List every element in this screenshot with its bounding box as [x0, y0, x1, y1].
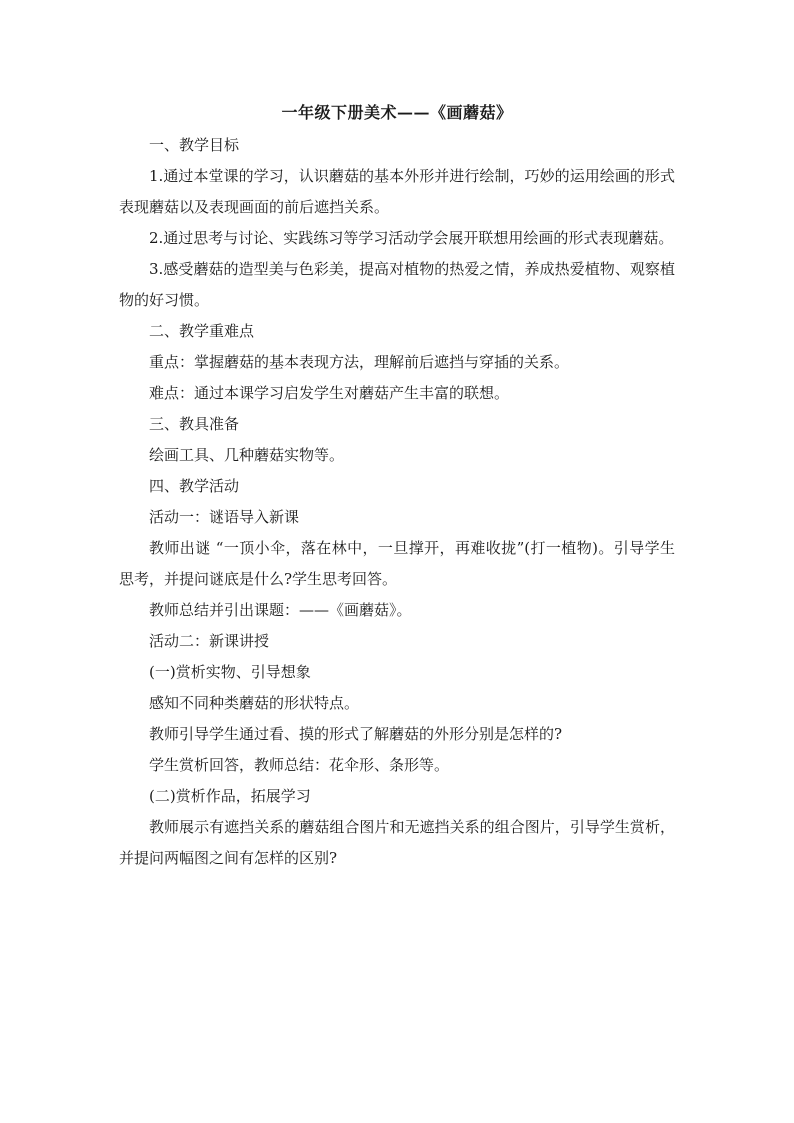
difficult-point: 难点：通过本课学习启发学生对蘑菇产生丰富的联想。 — [149, 384, 510, 402]
activity-2-heading: 活动二：新课讲授 — [149, 632, 270, 650]
subsection-2-heading: (二)赏析作品，拓展学习 — [149, 787, 311, 805]
subsection-1-text-b: 教师引导学生通过看、摸的形式了解蘑菇的外形分别是怎样的? — [149, 725, 563, 743]
goal-1: 1.通过本堂课的学习，认识蘑菇的基本外形并进行绘制，巧妙的运用绘画的形式表现蘑菇以及表现画面的前后遮挡关系。 — [119, 167, 675, 216]
heading-key-points: 二、教学重难点 — [149, 322, 255, 340]
activity-1-heading: 活动一：谜语导入新课 — [149, 508, 300, 526]
heading-activities: 四、教学活动 — [149, 477, 240, 495]
activity-1-summary: 教师总结并引出课题：——《画蘑菇》。 — [149, 601, 412, 619]
subsection-2-text: 教师展示有遮挡关系的蘑菇组合图片和无遮挡关系的组合图片，引导学生赏析，并提问两幅图之间有怎样的区别? — [119, 818, 675, 867]
heading-teaching-goals: 一、教学目标 — [149, 136, 240, 154]
subsection-1-text-c: 学生赏析回答，教师总结：花伞形、条形等。 — [149, 756, 450, 774]
activity-1-riddle: 教师出谜 “一顶小伞，落在林中，一旦撑开，再难收拢”(打一植物)。引导学生思考，并提问谜底是什么?学生思考回答。 — [119, 539, 675, 588]
key-point: 重点：掌握蘑菇的基本表现方法，理解前后遮挡与穿插的关系。 — [149, 353, 570, 371]
goal-3: 3.感受蘑菇的造型美与色彩美，提高对植物的热爱之情，养成热爱植物、观察植物的好习惯。 — [119, 260, 675, 309]
goal-2: 2.通过思考与讨论、实践练习等学习活动学会展开联想用绘画的形式表现蘑菇。 — [149, 229, 674, 247]
heading-materials: 三、教具准备 — [149, 415, 240, 433]
subsection-1-heading: (一)赏析实物、引导想象 — [149, 663, 311, 681]
subsection-1-text-a: 感知不同种类蘑菇的形状特点。 — [149, 694, 360, 712]
page-title: 一年级下册美术——《画蘑菇》 — [281, 103, 513, 122]
materials-text: 绘画工具、几种蘑菇实物等。 — [149, 446, 345, 464]
document-body — [119, 130, 675, 874]
